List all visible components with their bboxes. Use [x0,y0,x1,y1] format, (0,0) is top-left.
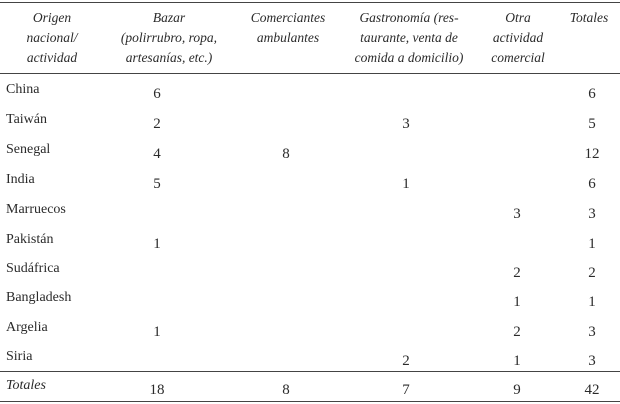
cell-totales: 5 [588,116,596,132]
row-label: Taiwán [6,112,48,127]
total-totales: 42 [584,382,600,398]
header-totales: Totales [569,10,609,25]
row-label: Argelia [6,320,48,335]
cell-gastronomia: 2 [402,353,410,369]
cell-totales: 12 [584,146,600,162]
cell-totales: 1 [588,236,596,252]
top-rule [0,2,620,3]
row-label: Siria [6,349,33,364]
row-label: Pakistán [6,232,54,247]
cell-bazar: 2 [153,116,161,132]
cell-otra: 2 [513,324,521,340]
cell-otra: 1 [513,353,521,369]
cell-totales: 3 [588,324,596,340]
cell-totales: 2 [588,265,596,281]
cell-otra: 1 [513,294,521,310]
header-gastronomia: Gastronomía (res- taurante, venta de comida a domicilio) [354,10,464,65]
row-label: Marruecos [6,202,66,217]
row-label: Sudáfrica [6,261,60,276]
total-gastronomia: 7 [402,382,410,398]
cell-totales: 6 [588,86,596,102]
cell-gastronomia: 1 [402,176,410,192]
cell-totales: 3 [588,353,596,369]
total-bazar: 18 [149,382,165,398]
row-label: Senegal [6,142,51,157]
totals-label: Totales [6,378,46,393]
header-bazar: Bazar (polirrubro, ropa, artesanías, etc.) [120,10,218,65]
header-rule [0,73,620,74]
cell-otra: 2 [513,265,521,281]
cell-totales: 6 [588,176,596,192]
cell-bazar: 5 [153,176,161,192]
header-origen: Origen nacional/ actividad [26,10,78,65]
cell-gastronomia: 3 [402,116,410,132]
cell-bazar: 1 [153,236,161,252]
row-label: India [6,172,35,187]
total-otra: 9 [513,382,521,398]
cell-otra: 3 [513,206,521,222]
cell-bazar: 1 [153,324,161,340]
total-ambulantes: 8 [282,382,290,398]
cell-bazar: 4 [153,146,161,162]
row-label: Bangladesh [6,290,72,305]
cell-bazar: 6 [153,86,161,102]
bottom-rule [0,401,620,402]
totals-rule [0,371,620,372]
header-ambulantes: Comerciantes ambulantes [250,10,326,45]
cell-ambulantes: 8 [282,146,290,162]
cell-totales: 3 [588,206,596,222]
row-label: China [6,82,40,97]
cell-totales: 1 [588,294,596,310]
header-otra: Otra actividad comercial [491,10,545,65]
